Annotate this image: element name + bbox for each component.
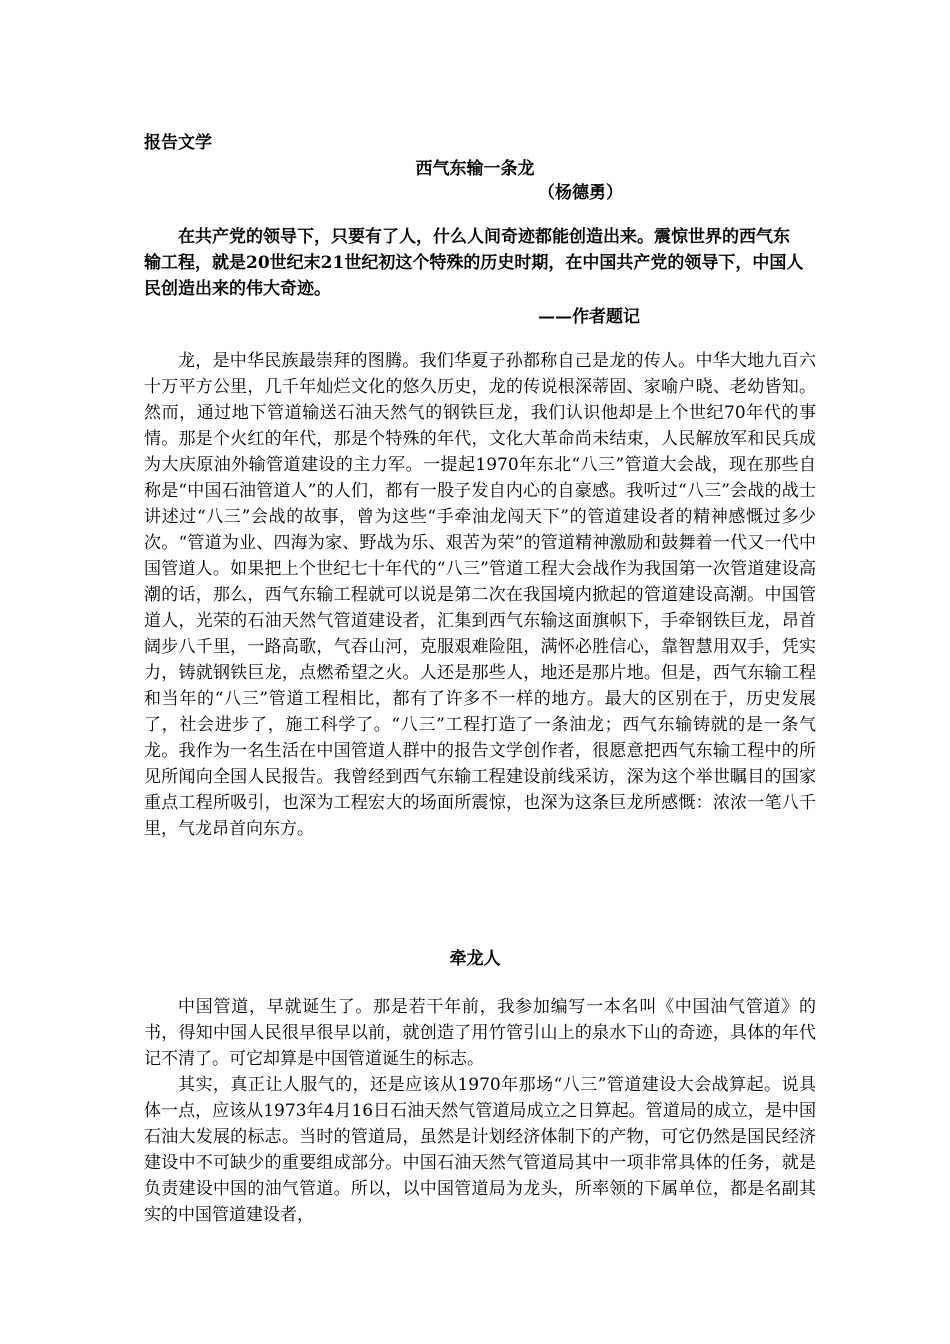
body-paragraph-2: 中国管道，早就诞生了。那是若干年前，我参加编写一本名叫《中国油气管道》的书，得知中国人民很早很早以前，就创造了用竹管引山上的泉水下山的奇迹，具体的年代记不清了。可它却算是中国管道诞生的标志。 (144, 997, 816, 1069)
body-paragraph-1: 龙，是中华民族最崇拜的图腾。我们华夏子孙都称自己是龙的传人。中华大地九百六十万平方公里，几千年灿烂文化的悠久历史，龙的传说根深蒂固、家喻户晓、老幼皆知。然而，通过地下管道输送石油天然气的钢铁巨龙，我们认识他却是上个世纪70年代的事情。那是个火红的年代，那是个特殊的年代，文化大革命尚未结束，人民解放军和民兵成为大庆原油外输管道建设的主力军。一提起1970年东北“八三”管道大会战，现在那些自称是“中国石油管道人”的人们，都有一股子发自内心的自豪感。我听过“八三”会战的战士讲述过“八三”会战的故事，曾为这些“手牵油龙闯天下”的管道建设者的精神感慨过多少次。“管道为业、四海为家、野战为乐、艰苦为荣”的管道精神激励和鼓舞着一代又一代中国管道人。如果把上个世纪七十年代的“八三”管道工程大会战作为我国第一次管道建设高潮的话，那么，西气东输工程就可以说是第二次在我国境内掀起的管道建设高潮。中国管道人，光荣的石油天然气管道建设者，汇集到西气东输这面旗帜下，手牵钢铁巨龙，昂首阔步八千里，一路高歌，气吞山河，克服艰难险阻，满怀必胜信心，靠智慧用双手，凭实力，铸就钢铁巨龙，点燃希望之火。人还是那些人，地还是那片地。但是，西气东输工程和当年的“八三”管道工程相比，都有了许多不一样的地方。最大的区别在于，历史发展了，社会进步了，施工科学了。“八三”工程打造了一条油龙；西气东输铸就的是一条气龙。我作为一名生活在中国管道人群中的报告文学创作者，很愿意把西气东输工程中的所见所闻向全国人民报告。我曾经到西气东输工程建设前线采访，深为这个举世瞩目的国家重点工程所吸引，也深为工程宏大的场面所震惊，也深为这条巨龙所感慨：浓浓一笔八千里，气龙昂首向东方。 (144, 351, 816, 839)
author-name: （杨德勇） (538, 183, 623, 203)
epigraph: 在共产党的领导下，只要有了人，什么人间奇迹都能创造出来。震惊世界的西气东输工程，就是20世纪末21世纪初这个特殊的历史时期，在中国共产党的领导下，中国人民创造出来的伟大奇迹。 (144, 227, 804, 299)
body-paragraph-3: 其实，真正让人服气的，还是应该从1970年那场“八三”管道建设大会战算起。说具体一点，应该从1973年4月16日石油天然气管道局成立之日算起。管道局的成立，是中国石油大发展的标志。当时的管道局，虽然是计划经济体制下的产物，可它仍然是国民经济建设中不可缺少的重要组成部分。中国石油天然气管道局其中一项非常具体的任务，就是负责建设中国的油气管道。所以，以中国管道局为龙头，所率领的下属单位，都是名副其实的中国管道建设者， (144, 1075, 816, 1225)
epigraph-signature: ——作者题记 (538, 307, 640, 327)
section-heading: 牵龙人 (449, 949, 501, 969)
document-title: 西气东输一条龙 (415, 159, 535, 179)
genre-label: 报告文学 (144, 133, 212, 153)
